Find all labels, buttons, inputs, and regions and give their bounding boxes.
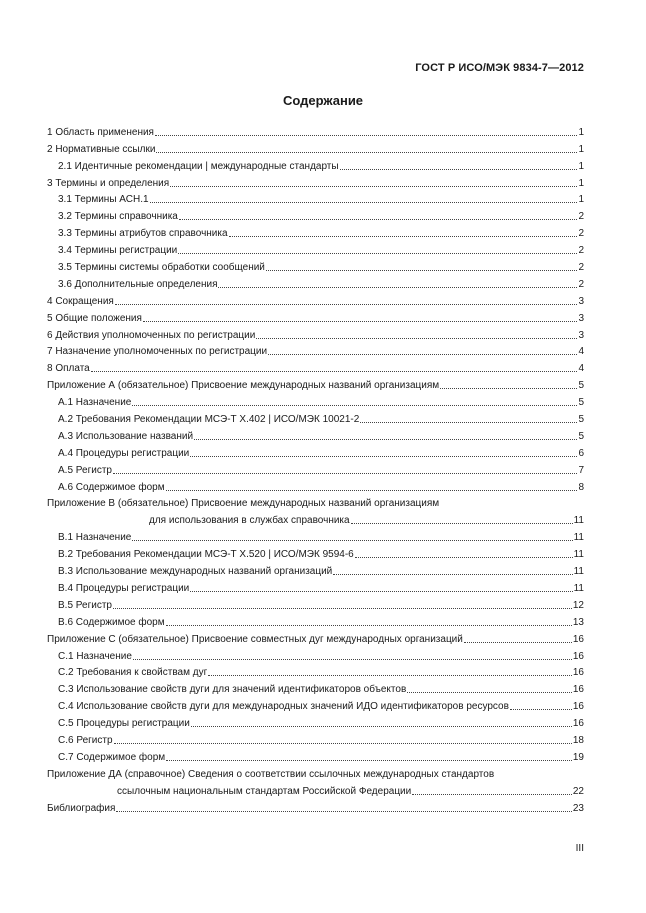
toc-entry-title: 3 Термины и определения — [47, 177, 170, 189]
toc-entry-title: А.3 Использование названий — [58, 430, 194, 442]
toc-entry-page: 1 — [578, 143, 584, 155]
toc-entry-page: 3 — [578, 295, 584, 307]
toc-entry-page: 16 — [572, 718, 584, 730]
toc-entry[interactable] — [47, 206, 584, 223]
dot-leader — [510, 708, 572, 710]
dot-leader — [351, 522, 573, 524]
toc-entry[interactable] — [47, 443, 584, 460]
dot-leader — [113, 607, 572, 609]
toc-entry[interactable] — [47, 663, 584, 680]
toc-entry-title: В.1 Назначение — [58, 532, 132, 544]
toc-entry-title: 3.6 Дополнительные определения — [58, 278, 218, 290]
page-number: III — [575, 843, 584, 854]
toc-entry-page: 1 — [578, 194, 584, 206]
dot-leader — [256, 337, 577, 339]
toc-entry-page: 2 — [578, 245, 584, 257]
toc-entry[interactable] — [47, 747, 584, 764]
toc-entry[interactable] — [47, 781, 584, 798]
dot-leader — [208, 674, 572, 676]
toc-entry[interactable] — [47, 426, 584, 443]
dot-leader — [150, 201, 578, 203]
dot-leader — [178, 252, 577, 254]
toc-entry-page: 5 — [578, 414, 584, 426]
toc-entry-page: 2 — [578, 262, 584, 274]
toc-entry[interactable] — [47, 646, 584, 663]
toc-entry[interactable] — [47, 223, 584, 240]
toc-entry-title: 3.4 Термины регистрации — [58, 245, 178, 257]
toc-entry-title: С.2 Требования к свойствам дуг — [58, 667, 208, 679]
toc-entry-title: В.3 Использование международных названий организаций — [58, 566, 333, 578]
toc-entry-title: 7 Назначение уполномоченных по регистрации — [47, 346, 268, 358]
toc-entry[interactable] — [47, 375, 584, 392]
toc-entry-page: 11 — [573, 566, 584, 578]
dot-leader — [268, 353, 577, 355]
toc-entry[interactable] — [47, 274, 584, 291]
toc-entry[interactable] — [47, 156, 584, 173]
toc-entry-page: 3 — [578, 312, 584, 324]
toc-entry-page: 1 — [578, 177, 584, 189]
toc-entry-title: 3.1 Термины АСН.1 — [58, 194, 149, 206]
toc-entry-title: Приложение А (обязательное) Присвоение международных названий организациям — [47, 380, 440, 392]
toc-entry-page: 19 — [572, 751, 584, 763]
toc-entry[interactable] — [47, 561, 584, 578]
toc-entry-title: С.4 Использование свойств дуги для международных значений ИДО идентификаторов ресурсов — [58, 701, 509, 713]
dot-leader — [179, 218, 578, 220]
dot-leader — [266, 269, 578, 271]
toc-entry[interactable] — [47, 494, 584, 511]
toc-entry-page: 23 — [572, 802, 584, 814]
table-of-contents — [47, 122, 584, 815]
toc-entry[interactable] — [47, 713, 584, 730]
toc-entry-title: А.4 Процедуры регистрации — [58, 447, 190, 459]
toc-entry-page: 7 — [578, 464, 584, 476]
dot-leader — [115, 303, 578, 305]
toc-entry[interactable] — [47, 612, 584, 629]
toc-entry[interactable] — [47, 696, 584, 713]
toc-entry-title: 6 Действия уполномоченных по регистрации — [47, 329, 256, 341]
dot-leader — [155, 134, 577, 136]
dot-leader — [229, 235, 578, 237]
toc-entry-page: 6 — [578, 447, 584, 459]
dot-leader — [355, 556, 573, 558]
toc-entry-title: А.5 Регистр — [58, 464, 112, 476]
toc-entry-page: 3 — [578, 329, 584, 341]
toc-entry[interactable] — [47, 510, 584, 527]
toc-entry-title: ссылочным национальным стандартам Российской Федерации — [117, 785, 412, 797]
toc-entry[interactable] — [47, 730, 584, 747]
toc-entry[interactable] — [47, 578, 584, 595]
toc-entry-title: С.5 Процедуры регистрации — [58, 718, 190, 730]
toc-entry-title: Приложение ДА (справочное) Сведения о соответствии ссылочных международных стандартов — [47, 768, 495, 780]
standard-designation: ГОСТ Р ИСО/МЭК 9834-7—2012 — [415, 62, 584, 74]
toc-entry-page: 4 — [578, 346, 584, 358]
dot-leader — [190, 590, 572, 592]
toc-entry-page: 16 — [572, 684, 584, 696]
dot-leader — [91, 370, 578, 372]
toc-entry-page: 11 — [573, 515, 584, 527]
toc-entry-title: С.7 Содержимое форм — [58, 751, 166, 763]
toc-entry-title: С.1 Назначение — [58, 650, 132, 662]
toc-entry[interactable] — [47, 240, 584, 257]
dot-leader — [333, 573, 572, 575]
toc-entry[interactable] — [47, 291, 584, 308]
toc-entry[interactable] — [47, 595, 584, 612]
dot-leader — [194, 438, 577, 440]
toc-entry[interactable] — [47, 477, 584, 494]
toc-entry-title: А.2 Требования Рекомендации МСЭ-Т Х.402 | ИСО/МЭК 10021-2 — [58, 414, 360, 426]
toc-entry-title: 8 Оплата — [47, 363, 90, 375]
toc-entry-page: 1 — [578, 126, 584, 138]
dot-leader — [191, 725, 572, 727]
dot-leader — [113, 472, 577, 474]
toc-entry-title: Библиография — [47, 802, 116, 814]
toc-entry-title: В.4 Процедуры регистрации — [58, 582, 190, 594]
toc-entry[interactable] — [47, 679, 584, 696]
toc-entry-page: 16 — [572, 650, 584, 662]
toc-entry-title: 4 Сокращения — [47, 295, 114, 307]
toc-entry[interactable] — [47, 460, 584, 477]
dot-leader — [412, 793, 572, 795]
toc-entry-title: Приложение В (обязательное) Присвоение международных названий организациям — [47, 498, 440, 510]
toc-entry[interactable] — [47, 764, 584, 781]
toc-entry-title: В.5 Регистр — [58, 599, 112, 611]
page-title: Содержание — [282, 93, 364, 108]
toc-entry-title: С.6 Регистр — [58, 734, 113, 746]
toc-entry[interactable] — [47, 392, 584, 409]
dot-leader — [166, 759, 572, 761]
toc-entry-title: 2.1 Идентичные рекомендации | международные стандарты — [58, 160, 339, 172]
toc-entry-title: В.6 Содержимое форм — [58, 616, 165, 628]
dot-leader — [464, 641, 572, 643]
toc-entry[interactable] — [47, 325, 584, 342]
toc-entry[interactable] — [47, 527, 584, 544]
toc-entry-title: 2 Нормативные ссылки — [47, 143, 156, 155]
toc-entry[interactable] — [47, 544, 584, 561]
toc-entry-title: В.2 Требования Рекомендации МСЭ-Т Х.520 | ИСО/МЭК 9594-6 — [58, 549, 354, 561]
toc-entry-page: 2 — [578, 278, 584, 290]
toc-entry[interactable] — [47, 173, 584, 190]
dot-leader — [132, 404, 577, 406]
toc-entry-title: 3.3 Термины атрибутов справочника — [58, 228, 228, 240]
dot-leader — [132, 539, 572, 541]
dot-leader — [116, 810, 571, 812]
dot-leader — [170, 185, 577, 187]
toc-entry-title: 1 Область применения — [47, 126, 154, 138]
toc-entry[interactable] — [47, 139, 584, 156]
dot-leader — [133, 658, 572, 660]
toc-entry-page: 18 — [572, 734, 584, 746]
dot-leader — [114, 742, 572, 744]
toc-entry-page: 11 — [573, 532, 584, 544]
toc-entry-page: 11 — [573, 549, 584, 561]
dot-leader — [166, 624, 572, 626]
toc-entry-title: для использования в службах справочника — [149, 515, 350, 527]
toc-entry-page: 5 — [578, 430, 584, 442]
toc-entry-page: 12 — [572, 599, 584, 611]
toc-entry[interactable] — [47, 342, 584, 359]
toc-entry-title: 3.2 Термины справочника — [58, 211, 178, 223]
dot-leader — [440, 387, 577, 389]
toc-entry-page: 13 — [572, 616, 584, 628]
toc-entry-page: 2 — [578, 211, 584, 223]
toc-entry[interactable] — [47, 122, 584, 139]
dot-leader — [143, 320, 578, 322]
toc-entry[interactable] — [47, 629, 584, 646]
dot-leader — [218, 286, 577, 288]
toc-entry-page: 5 — [578, 380, 584, 392]
toc-entry-page: 16 — [572, 633, 584, 645]
toc-entry[interactable] — [47, 798, 584, 815]
toc-entry-title: 5 Общие положения — [47, 312, 142, 324]
toc-entry-page: 1 — [578, 160, 584, 172]
toc-entry-page: 8 — [578, 481, 584, 493]
toc-entry-title: С.3 Использование свойств дуги для значений идентификаторов объектов — [58, 684, 407, 696]
dot-leader — [156, 151, 577, 153]
toc-entry-title: 3.5 Термины системы обработки сообщений — [58, 262, 265, 274]
dot-leader — [166, 489, 578, 491]
dot-leader — [340, 168, 578, 170]
toc-entry-page: 16 — [572, 701, 584, 713]
toc-entry[interactable] — [47, 190, 584, 207]
toc-entry[interactable] — [47, 257, 584, 274]
toc-entry-page: 22 — [572, 785, 584, 797]
toc-entry[interactable] — [47, 409, 584, 426]
dot-leader — [407, 691, 572, 693]
toc-entry-title: А.6 Содержимое форм — [58, 481, 165, 493]
toc-entry-page: 16 — [572, 667, 584, 679]
dot-leader — [190, 455, 577, 457]
toc-entry-page: 4 — [578, 363, 584, 375]
toc-entry-title: Приложение С (обязательное) Присвоение совместных дуг международных организаций — [47, 633, 463, 645]
dot-leader — [360, 421, 577, 423]
toc-entry-page: 11 — [573, 582, 584, 594]
toc-entry-page: 2 — [578, 228, 584, 240]
toc-entry[interactable] — [47, 308, 584, 325]
toc-entry[interactable] — [47, 358, 584, 375]
toc-entry-title: А.1 Назначение — [58, 397, 132, 409]
toc-entry-page: 5 — [578, 397, 584, 409]
